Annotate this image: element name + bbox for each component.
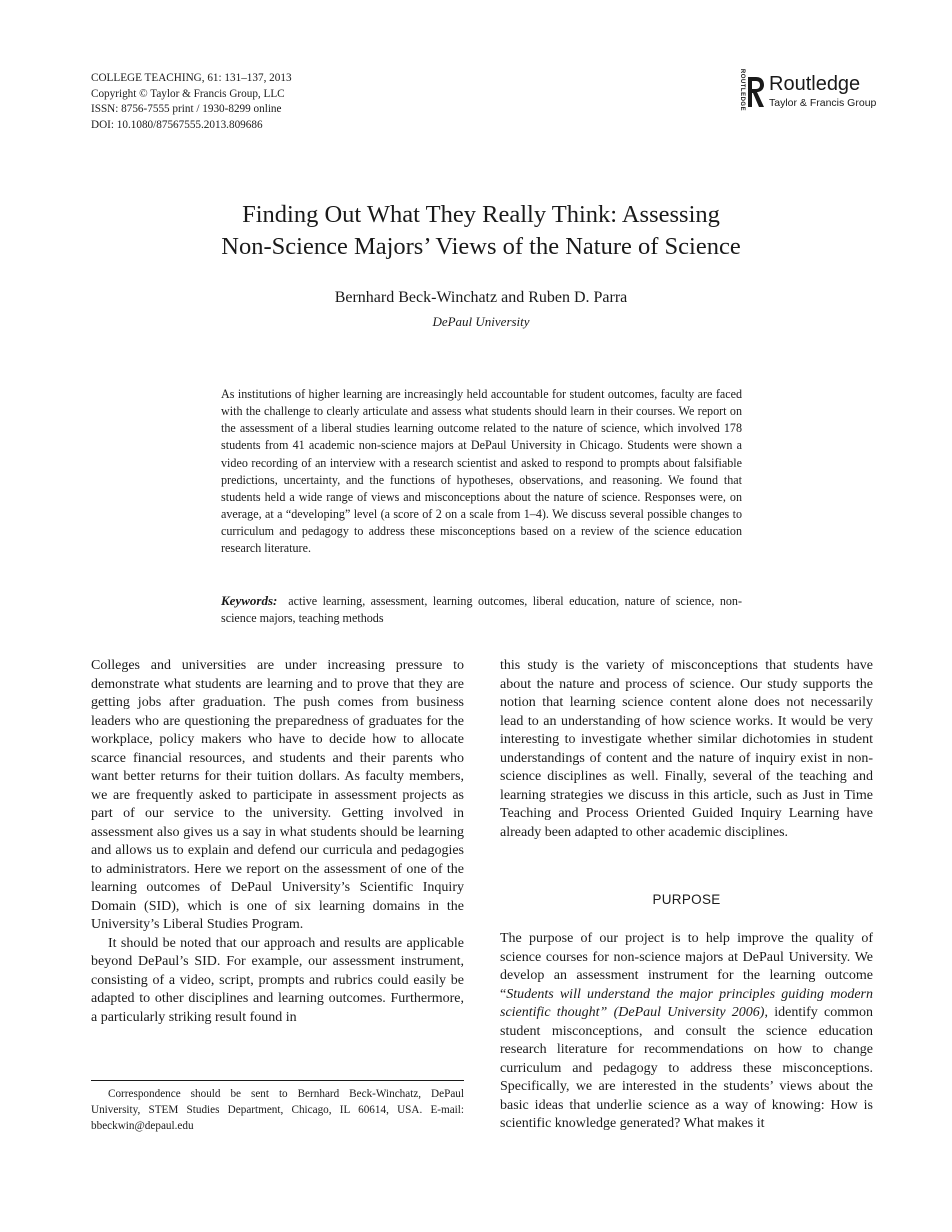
publisher-logo: [733, 68, 883, 113]
publisher-name: Routledge: [769, 73, 861, 95]
keywords: [221, 592, 742, 627]
issn-line: ISSN: 8756-7555 print / 1930-8299 online: [91, 103, 282, 116]
body-paragraph: The purpose of our project is to help improve the quality of science courses for non-science majors at DePaul University. We develop an assessment instrument for the learning outcome “Students will understand the major principles guiding modern scientific thought” (DePaul University 2006), identify common student misconceptions, and consult the science education research literature for recommendations on how to change curriculum and pedagogy to address these misconceptions. Specifically, we are interested in the students’ views about the basic ideas that underlie science as a way of knowing: How is scientific knowledge generated? What makes it: [500, 931, 874, 1131]
abstract: As institutions of higher learning are increasingly held accountable for student outcomes, faculty are faced with the challenge to clearly articulate and assess what students should learn in their courses. We report on the assessment of a liberal studies learning outcome related to the nature of science, which involved 178 students from 41 academic non-science majors at DePaul University in Chicago. Students were shown a video recording of an interview with a research scientist and asked to respond to prompts about falsifiable predictions, uncertainty, and the functions of hypotheses, observations, and reasoning. We found that students held a wide range of views and misconceptions about the nature of science. Responses were, on average, at a “developing” level (a score of 2 on a scale from 1–4). We discuss several possible changes to curriculum and pedagogy to address these misconceptions based on a review of the science education research literature.: [221, 387, 742, 556]
body-left-column: [91, 657, 464, 1027]
title-line-2: Non-Science Majors’ Views of the Nature of Science: [221, 233, 741, 260]
journal-citation: COLLEGE TEACHING, 61: 131–137, 2013: [91, 72, 292, 84]
doi-line: DOI: 10.1080/87567555.2013.809686: [91, 118, 263, 131]
logo-vertical-text: ROUTLEDGE: [739, 68, 746, 112]
routledge-r-icon: [746, 75, 766, 109]
body-paragraph: It should be noted that our approach and results are applicable beyond DePaul’s SID. For example, our assessment instrument, consisting of a video, script, prompts and rubrics could easily be adapted to other disciplines and learning outcomes. Furthermore, a particularly striking result found in: [91, 935, 464, 1025]
publisher-subtitle: Taylor & Francis Group: [769, 97, 877, 109]
section-heading-purpose: PURPOSE: [652, 892, 721, 907]
copyright-line: Copyright © Taylor & Francis Group, LLC: [91, 87, 285, 100]
author-affiliation: DePaul University: [432, 314, 530, 329]
body-right-column-purpose: [500, 930, 873, 1134]
article-authors: Bernhard Beck-Winchatz and Ruben D. Parra: [334, 289, 628, 306]
title-line-1: Finding Out What They Really Think: Assessing: [242, 201, 720, 228]
keywords-label: Keywords:: [221, 593, 278, 608]
body-paragraph: Colleges and universities are under increasing pressure to demonstrate what students are learning and to prove that they are getting jobs after graduation. The push comes from business leaders who are questioning the preparedness of graduates for the workplace, policy makers who have to decide how to allocate scarce financial resources, and students and their parents who want better returns for their tuition dollars. As faculty members, we are frequently asked to participate in assessment projects as part of our service to the university. Getting involved in assessment also gives us a say in what students should be learning and allows us to explain and defend our curricula and pedagogies to administrators. Here we report on the assessment of one of the learning outcomes of DePaul University’s Scientific Inquiry Domain (SID), which is one of six learning domains in the University’s Liberal Studies Program.: [91, 658, 464, 932]
correspondence-footnote: Correspondence should be sent to Bernhard Beck-Winchatz, DePaul University, STEM Studies Department, Chicago, IL 60614, USA. E-mail: bbeckwin@depaul.edu: [91, 1088, 464, 1132]
body-paragraph: this study is the variety of misconceptions that students have about the nature and process of science. Our study supports the notion that learning science content alone does not necessarily lead to an understanding of how science works. It would be very interesting to investigate whether similar dichotomies in student understandings of content and the nature of inquiry exist in non-science disciplines as well. Finally, several of the teaching and learning strategies we discuss in this article, such as Just in Time Teaching and Process Oriented Guided Inquiry Learning have already been adapted to other academic disciplines.: [500, 658, 873, 840]
body-right-column: [500, 657, 873, 842]
quoted-outcome: Students will understand the major principles guiding modern scientific thought” (DePaul University 2006): [500, 986, 873, 1020]
keywords-text: active learning, assessment, learning outcomes, liberal education, nature of science, non-science majors, teaching methods: [221, 594, 743, 626]
article-title: [120, 199, 842, 263]
journal-metadata: [91, 71, 292, 133]
footnote-divider: [91, 1080, 464, 1081]
